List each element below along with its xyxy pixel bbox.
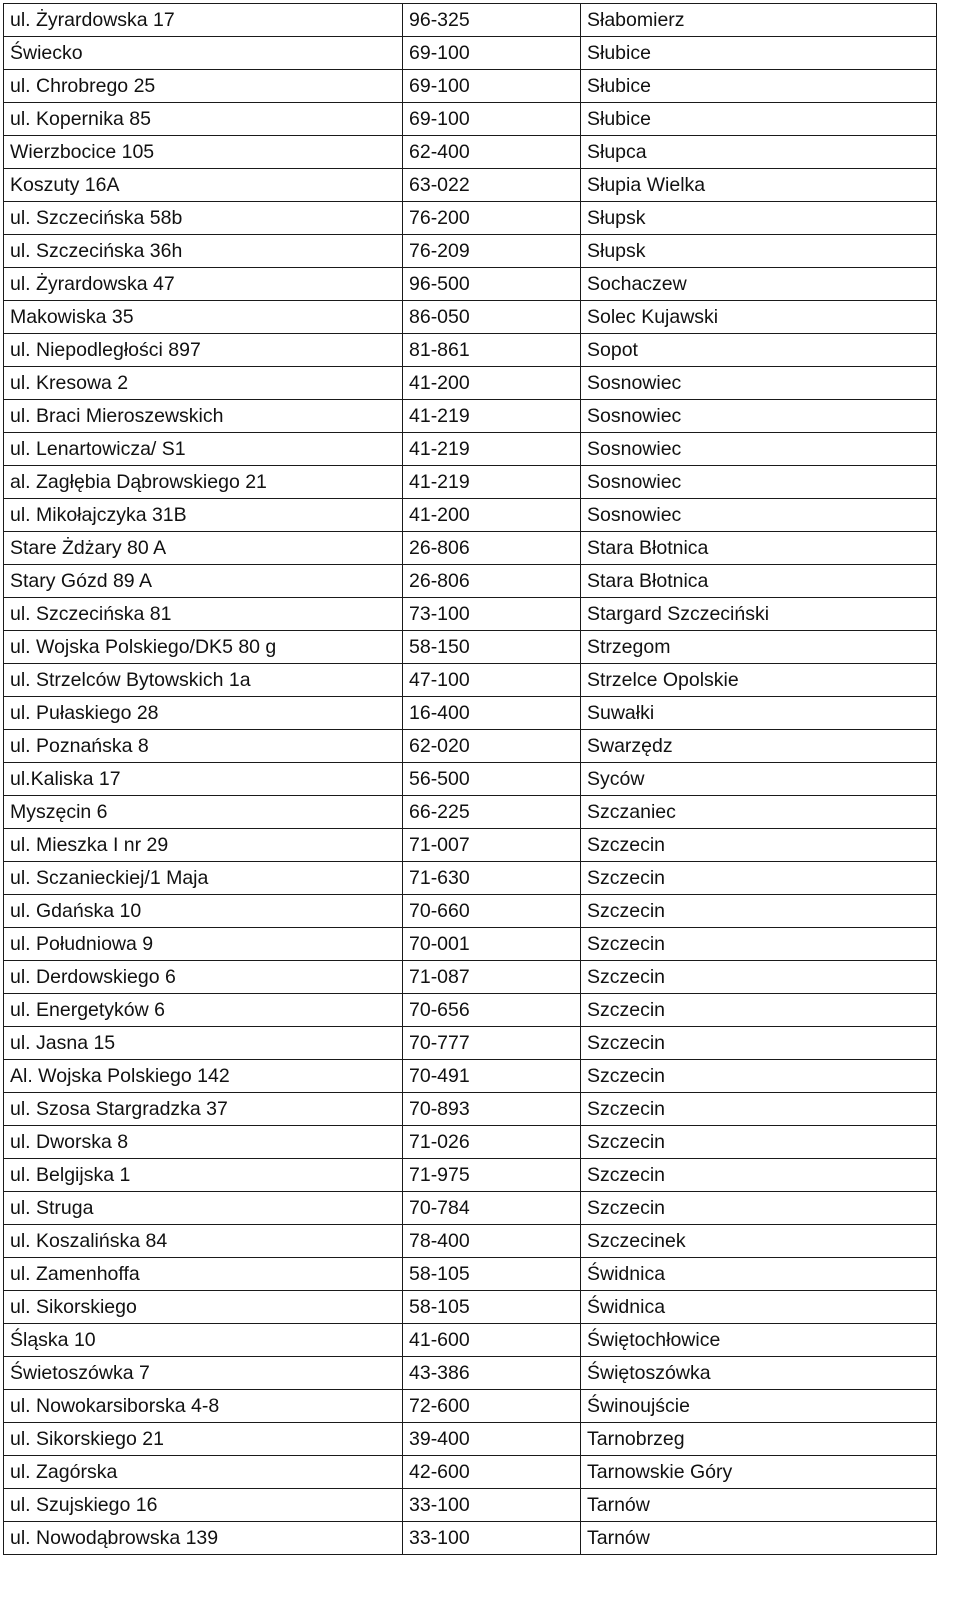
table-row: [4, 1489, 937, 1522]
city-cell: Sopot: [581, 334, 937, 367]
table-row: [4, 1192, 937, 1225]
postal-code-cell: 76-209: [403, 235, 581, 268]
city-cell: Szczecin: [581, 1093, 937, 1126]
city-cell: Szczecin: [581, 1159, 937, 1192]
street-cell: ul. Żyrardowska 47: [4, 268, 403, 301]
postal-code-cell: 39-400: [403, 1423, 581, 1456]
street-cell: ul. Szujskiego 16: [4, 1489, 403, 1522]
postal-code-cell: 76-200: [403, 202, 581, 235]
street-cell: ul. Szczecińska 58b: [4, 202, 403, 235]
table-row: [4, 1159, 937, 1192]
city-cell: Świętochłowice: [581, 1324, 937, 1357]
city-cell: Świdnica: [581, 1258, 937, 1291]
postal-code-cell: 69-100: [403, 70, 581, 103]
city-cell: Słubice: [581, 70, 937, 103]
postal-code-cell: 70-893: [403, 1093, 581, 1126]
postal-code-cell: 41-200: [403, 367, 581, 400]
postal-code-cell: 71-975: [403, 1159, 581, 1192]
postal-code-cell: 70-656: [403, 994, 581, 1027]
table-row: [4, 1522, 937, 1555]
table-row: [4, 466, 937, 499]
street-cell: ul. Szczecińska 36h: [4, 235, 403, 268]
city-cell: Sosnowiec: [581, 367, 937, 400]
street-cell: ul. Sikorskiego: [4, 1291, 403, 1324]
postal-code-cell: 71-630: [403, 862, 581, 895]
street-cell: Świecko: [4, 37, 403, 70]
city-cell: Słupsk: [581, 235, 937, 268]
postal-code-cell: 86-050: [403, 301, 581, 334]
postal-code-cell: 70-001: [403, 928, 581, 961]
street-cell: ul. Gdańska 10: [4, 895, 403, 928]
city-cell: Szczecin: [581, 862, 937, 895]
table-row: [4, 367, 937, 400]
city-cell: Solec Kujawski: [581, 301, 937, 334]
street-cell: ul. Koszalińska 84: [4, 1225, 403, 1258]
street-cell: ul. Chrobrego 25: [4, 70, 403, 103]
table-row: [4, 796, 937, 829]
table-row: [4, 829, 937, 862]
city-cell: Szczaniec: [581, 796, 937, 829]
postal-code-cell: 70-784: [403, 1192, 581, 1225]
postal-code-cell: 72-600: [403, 1390, 581, 1423]
street-cell: ul. Jasna 15: [4, 1027, 403, 1060]
street-cell: Myszęcin 6: [4, 796, 403, 829]
city-cell: Szczecin: [581, 1027, 937, 1060]
street-cell: Koszuty 16A: [4, 169, 403, 202]
street-cell: ul.Kaliska 17: [4, 763, 403, 796]
city-cell: Sosnowiec: [581, 433, 937, 466]
table-row: [4, 1258, 937, 1291]
postal-code-cell: 33-100: [403, 1489, 581, 1522]
city-cell: Słupia Wielka: [581, 169, 937, 202]
city-cell: Tarnów: [581, 1489, 937, 1522]
street-cell: ul. Sczanieckiej/1 Maja: [4, 862, 403, 895]
table-row: [4, 763, 937, 796]
table-row: [4, 202, 937, 235]
postal-code-cell: 66-225: [403, 796, 581, 829]
street-cell: Śląska 10: [4, 1324, 403, 1357]
street-cell: ul. Poznańska 8: [4, 730, 403, 763]
table-row: [4, 499, 937, 532]
postal-code-cell: 26-806: [403, 565, 581, 598]
city-cell: Szczecin: [581, 994, 937, 1027]
city-cell: Szczecinek: [581, 1225, 937, 1258]
city-cell: Świętoszówka: [581, 1357, 937, 1390]
city-cell: Szczecin: [581, 829, 937, 862]
street-cell: ul. Wojska Polskiego/DK5 80 g: [4, 631, 403, 664]
city-cell: Sosnowiec: [581, 400, 937, 433]
table-row: [4, 1324, 937, 1357]
postal-code-cell: 71-026: [403, 1126, 581, 1159]
street-cell: ul. Dworska 8: [4, 1126, 403, 1159]
street-cell: Al. Wojska Polskiego 142: [4, 1060, 403, 1093]
table-row: [4, 136, 937, 169]
postal-code-cell: 62-400: [403, 136, 581, 169]
city-cell: Stara Błotnica: [581, 565, 937, 598]
street-cell: ul. Nowodąbrowska 139: [4, 1522, 403, 1555]
postal-code-cell: 70-491: [403, 1060, 581, 1093]
city-cell: Szczecin: [581, 1060, 937, 1093]
table-row: [4, 37, 937, 70]
postal-code-cell: 96-325: [403, 4, 581, 37]
city-cell: Sosnowiec: [581, 499, 937, 532]
table-row: [4, 334, 937, 367]
address-table: [3, 3, 937, 1555]
street-cell: Stare Żdżary 80 A: [4, 532, 403, 565]
table-row: [4, 862, 937, 895]
postal-code-cell: 70-777: [403, 1027, 581, 1060]
table-row: [4, 1060, 937, 1093]
table-row: [4, 169, 937, 202]
city-cell: Szczecin: [581, 1126, 937, 1159]
city-cell: Sochaczew: [581, 268, 937, 301]
city-cell: Stargard Szczeciński: [581, 598, 937, 631]
street-cell: ul. Niepodległości 897: [4, 334, 403, 367]
table-row: [4, 928, 937, 961]
table-row: [4, 730, 937, 763]
table-row: [4, 400, 937, 433]
street-cell: ul. Energetyków 6: [4, 994, 403, 1027]
street-cell: Makowiska 35: [4, 301, 403, 334]
table-row: [4, 565, 937, 598]
street-cell: ul. Belgijska 1: [4, 1159, 403, 1192]
postal-code-cell: 78-400: [403, 1225, 581, 1258]
postal-code-cell: 70-660: [403, 895, 581, 928]
table-row: [4, 103, 937, 136]
city-cell: Syców: [581, 763, 937, 796]
table-row: [4, 1456, 937, 1489]
city-cell: Strzegom: [581, 631, 937, 664]
table-row: [4, 532, 937, 565]
postal-code-cell: 43-386: [403, 1357, 581, 1390]
street-cell: Stary Gózd 89 A: [4, 565, 403, 598]
table-row: [4, 1291, 937, 1324]
city-cell: Słubice: [581, 37, 937, 70]
table-row: [4, 994, 937, 1027]
table-row: [4, 4, 937, 37]
city-cell: Strzelce Opolskie: [581, 664, 937, 697]
postal-code-cell: 41-200: [403, 499, 581, 532]
street-cell: ul. Kresowa 2: [4, 367, 403, 400]
table-row: [4, 1126, 937, 1159]
street-cell: ul. Mikołajczyka 31B: [4, 499, 403, 532]
postal-code-cell: 41-600: [403, 1324, 581, 1357]
postal-code-cell: 69-100: [403, 103, 581, 136]
city-cell: Świnoujście: [581, 1390, 937, 1423]
postal-code-cell: 41-219: [403, 400, 581, 433]
postal-code-cell: 41-219: [403, 433, 581, 466]
street-cell: ul. Szczecińska 81: [4, 598, 403, 631]
city-cell: Słupca: [581, 136, 937, 169]
street-cell: ul. Zagórska: [4, 1456, 403, 1489]
table-row: [4, 697, 937, 730]
postal-code-cell: 69-100: [403, 37, 581, 70]
postal-code-cell: 16-400: [403, 697, 581, 730]
postal-code-cell: 42-600: [403, 1456, 581, 1489]
street-cell: ul. Zamenhoffa: [4, 1258, 403, 1291]
table-row: [4, 895, 937, 928]
table-row: [4, 961, 937, 994]
street-cell: ul. Struga: [4, 1192, 403, 1225]
table-row: [4, 1093, 937, 1126]
postal-code-cell: 63-022: [403, 169, 581, 202]
city-cell: Szczecin: [581, 895, 937, 928]
city-cell: Tarnowskie Góry: [581, 1456, 937, 1489]
postal-code-cell: 58-150: [403, 631, 581, 664]
postal-code-cell: 71-087: [403, 961, 581, 994]
city-cell: Swarzędz: [581, 730, 937, 763]
postal-code-cell: 26-806: [403, 532, 581, 565]
table-row: [4, 433, 937, 466]
street-cell: ul. Kopernika 85: [4, 103, 403, 136]
street-cell: ul. Południowa 9: [4, 928, 403, 961]
city-cell: Sosnowiec: [581, 466, 937, 499]
postal-code-cell: 73-100: [403, 598, 581, 631]
postal-code-cell: 33-100: [403, 1522, 581, 1555]
postal-code-cell: 58-105: [403, 1258, 581, 1291]
city-cell: Szczecin: [581, 928, 937, 961]
street-cell: Świetoszówka 7: [4, 1357, 403, 1390]
street-cell: ul. Szosa Stargradzka 37: [4, 1093, 403, 1126]
postal-code-cell: 62-020: [403, 730, 581, 763]
table-row: [4, 1423, 937, 1456]
street-cell: ul. Lenartowicza/ S1: [4, 433, 403, 466]
table-row: [4, 1390, 937, 1423]
postal-code-cell: 96-500: [403, 268, 581, 301]
street-cell: al. Zagłębia Dąbrowskiego 21: [4, 466, 403, 499]
city-cell: Szczecin: [581, 1192, 937, 1225]
table-row: [4, 1027, 937, 1060]
city-cell: Słabomierz: [581, 4, 937, 37]
postal-code-cell: 41-219: [403, 466, 581, 499]
city-cell: Słubice: [581, 103, 937, 136]
street-cell: ul. Strzelców Bytowskich 1a: [4, 664, 403, 697]
city-cell: Stara Błotnica: [581, 532, 937, 565]
postal-code-cell: 58-105: [403, 1291, 581, 1324]
street-cell: ul. Pułaskiego 28: [4, 697, 403, 730]
street-cell: ul. Żyrardowska 17: [4, 4, 403, 37]
street-cell: ul. Braci Mieroszewskich: [4, 400, 403, 433]
table-row: [4, 268, 937, 301]
city-cell: Tarnobrzeg: [581, 1423, 937, 1456]
street-cell: ul. Derdowskiego 6: [4, 961, 403, 994]
street-cell: ul. Nowokarsiborska 4-8: [4, 1390, 403, 1423]
table-row: [4, 1225, 937, 1258]
street-cell: Wierzbocice 105: [4, 136, 403, 169]
table-row: [4, 301, 937, 334]
city-cell: Świdnica: [581, 1291, 937, 1324]
table-row: [4, 1357, 937, 1390]
city-cell: Szczecin: [581, 961, 937, 994]
city-cell: Tarnów: [581, 1522, 937, 1555]
table-row: [4, 664, 937, 697]
city-cell: Słupsk: [581, 202, 937, 235]
city-cell: Suwałki: [581, 697, 937, 730]
address-rows: [4, 4, 937, 1555]
postal-code-cell: 47-100: [403, 664, 581, 697]
table-row: [4, 598, 937, 631]
table-row: [4, 70, 937, 103]
table-row: [4, 631, 937, 664]
street-cell: ul. Mieszka I nr 29: [4, 829, 403, 862]
postal-code-cell: 71-007: [403, 829, 581, 862]
postal-code-cell: 81-861: [403, 334, 581, 367]
street-cell: ul. Sikorskiego 21: [4, 1423, 403, 1456]
postal-code-cell: 56-500: [403, 763, 581, 796]
table-row: [4, 235, 937, 268]
